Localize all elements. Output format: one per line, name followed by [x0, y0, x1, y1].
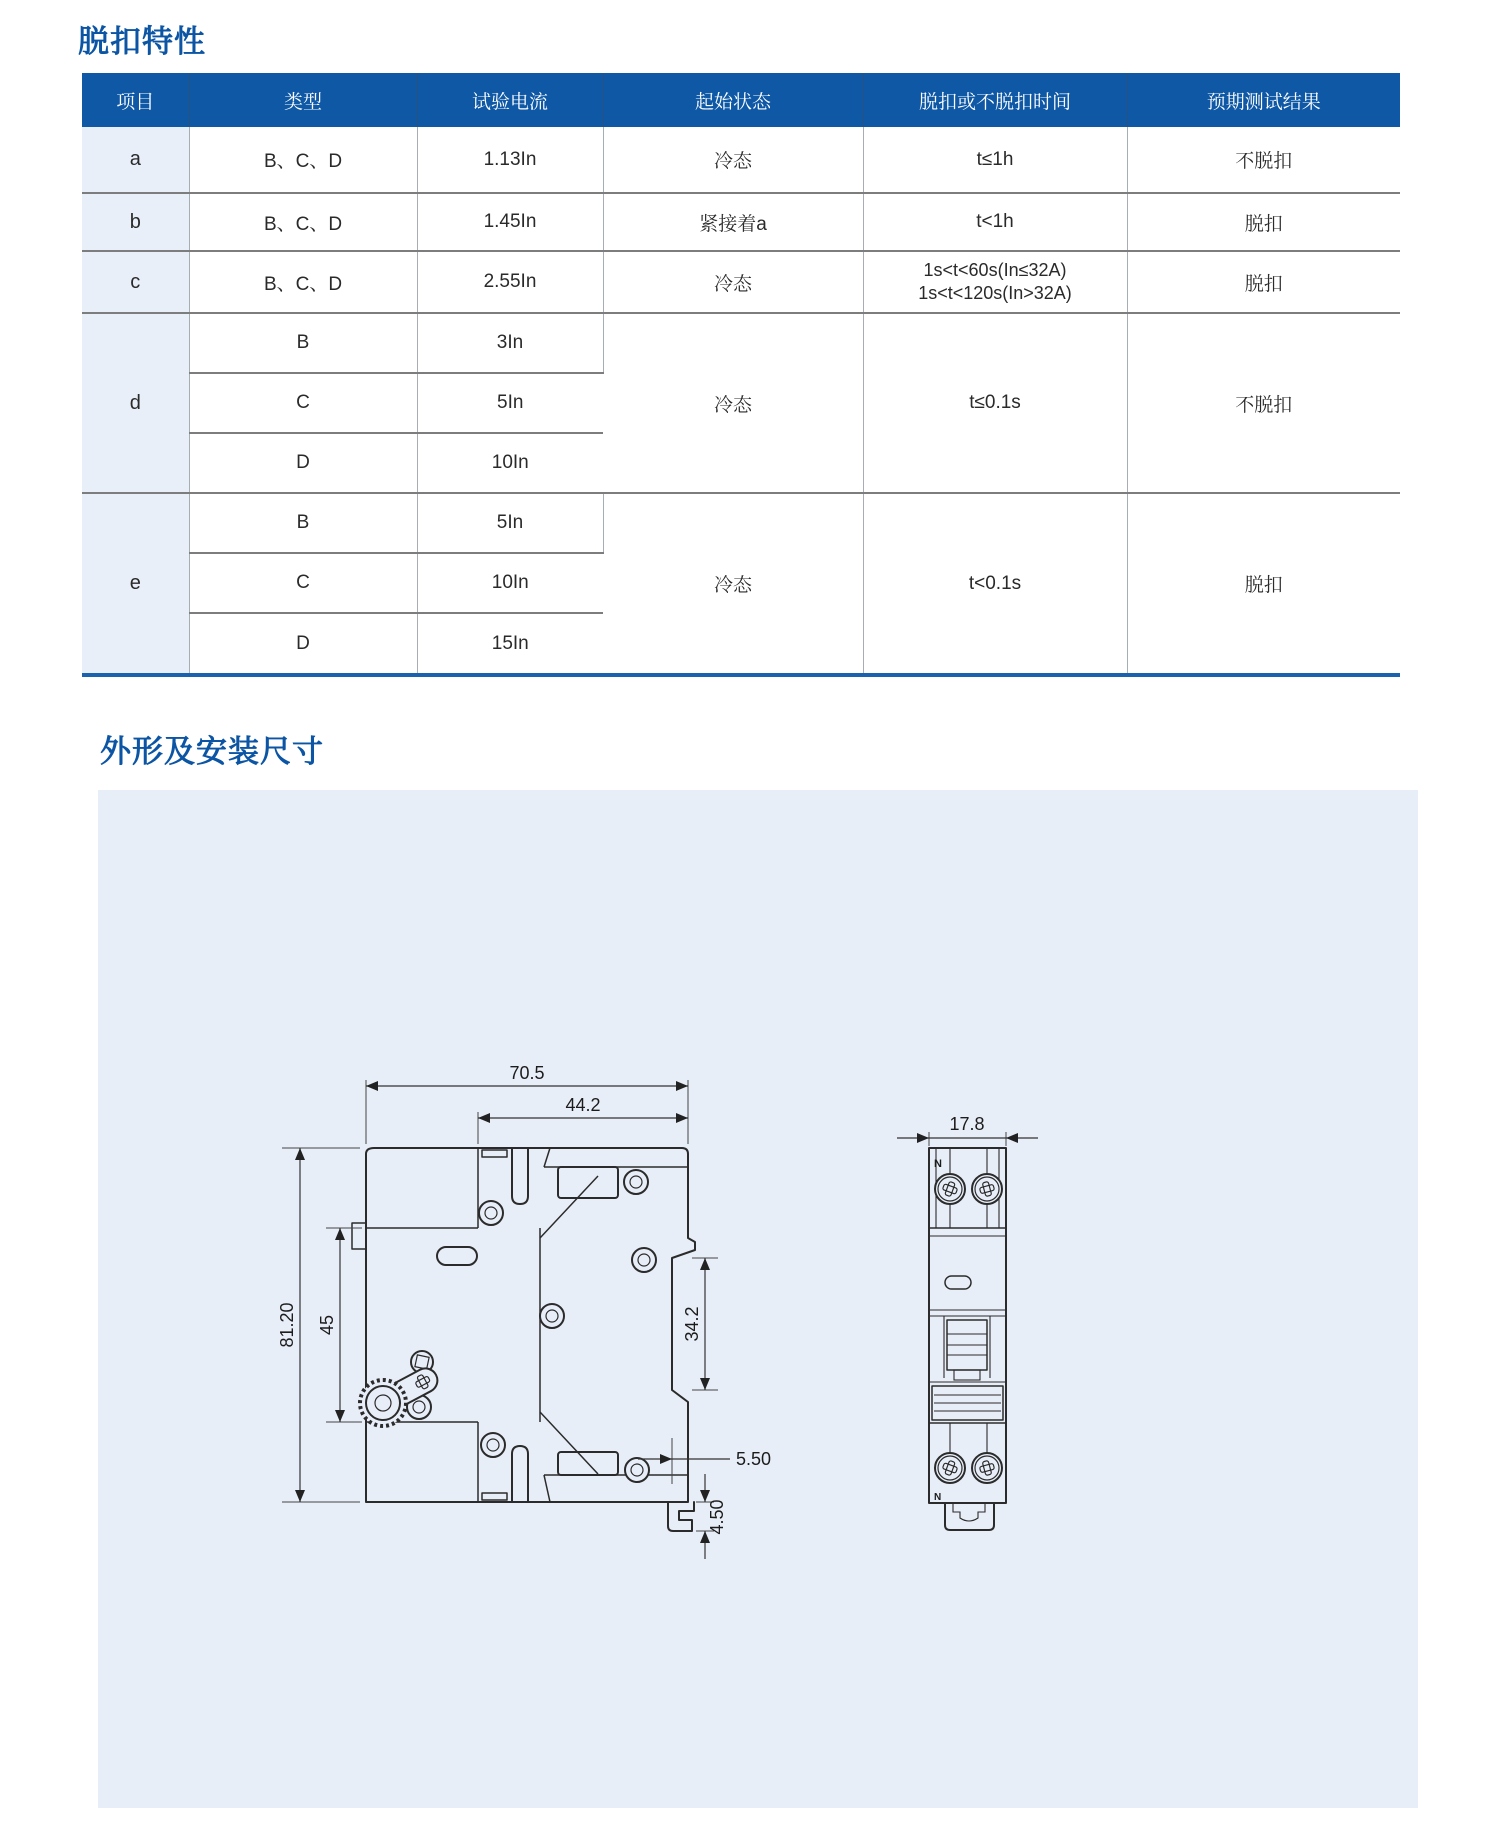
phillips-screw-icon: [935, 1453, 965, 1483]
dimension-17-8: [897, 1114, 1038, 1146]
column-header: 类型: [189, 73, 417, 127]
table-cell: t≤0.1s: [863, 313, 1127, 493]
table-cell: 5In: [417, 373, 603, 433]
screw-icon: [540, 1304, 564, 1328]
dimension-label: 70.5: [509, 1063, 545, 1083]
screw-icon: [624, 1170, 648, 1194]
item-cell: c: [82, 251, 189, 313]
table-cell: 1.13In: [417, 127, 603, 193]
terminal-n-label: N: [934, 1492, 942, 1503]
dimension-label: 81.20: [277, 1302, 297, 1348]
table-cell: t≤1h: [863, 127, 1127, 193]
header-row: [82, 73, 1400, 127]
pill-slot: [437, 1247, 477, 1265]
table-row: [82, 493, 1400, 553]
table-cell: 不脱扣: [1127, 313, 1400, 493]
dimension-70-5: [366, 1063, 688, 1144]
table-cell: B、C、D: [189, 251, 417, 313]
column-header: 脱扣或不脱扣时间: [863, 73, 1127, 127]
screw-icon: [479, 1201, 503, 1225]
dimension-label: 17.8: [949, 1114, 985, 1134]
table-cell: B: [189, 493, 417, 553]
column-header: 试验电流: [417, 73, 603, 127]
table-cell: 10In: [417, 433, 603, 493]
table-cell: t<0.1s: [863, 493, 1127, 673]
trip-characteristics-table: [82, 73, 1400, 673]
table-cell: 10In: [417, 553, 603, 613]
dimension-45: [317, 1228, 362, 1422]
dimension-drawing: [98, 790, 1418, 1808]
phillips-screw-icon: [972, 1174, 1002, 1204]
table-cell: B、C、D: [189, 127, 417, 193]
table-row: [82, 313, 1400, 373]
dimension-label: 4.50: [707, 1499, 727, 1535]
dimension-label: 34.2: [682, 1306, 702, 1342]
page-title-dimensions: 外形及安装尺寸: [100, 734, 324, 769]
terminal-n-label: N: [934, 1158, 942, 1170]
table-cell: 1.45In: [417, 193, 603, 251]
lever-gear-icon: [360, 1364, 442, 1426]
screw-icon: [632, 1248, 656, 1272]
table-cell: 3In: [417, 313, 603, 373]
table-cell: D: [189, 433, 417, 493]
table-cell: 冷态: [603, 251, 863, 313]
trip-time-line1: 1s<t<60s(In≤32A): [923, 259, 1067, 280]
table-cell: B: [189, 313, 417, 373]
table-cell: 脱扣: [1127, 193, 1400, 251]
phillips-screw-icon: [935, 1174, 965, 1204]
table-cell: 紧接着a: [603, 193, 863, 251]
screw-icon: [481, 1433, 505, 1457]
table-cell: 2.55In: [417, 251, 603, 313]
table-cell: 15In: [417, 613, 603, 673]
table-cell: 冷态: [603, 127, 863, 193]
table-cell: 脱扣: [1127, 251, 1400, 313]
column-header: 项目: [82, 73, 189, 127]
table-row: [82, 127, 1400, 193]
item-cell: e: [82, 493, 189, 673]
item-cell: d: [82, 313, 189, 493]
item-cell: a: [82, 127, 189, 193]
table-row: [82, 251, 1400, 313]
table-cell: B、C、D: [189, 193, 417, 251]
indicator-window: [945, 1276, 971, 1289]
table-cell: C: [189, 373, 417, 433]
table-cell: 脱扣: [1127, 493, 1400, 673]
trip-characteristics-table-wrap: [82, 73, 1400, 677]
table-cell: C: [189, 553, 417, 613]
dimension-label: 44.2: [565, 1095, 601, 1115]
dimension-44-2: [478, 1095, 688, 1144]
dimension-drawing-panel: [98, 790, 1418, 1808]
item-cell: b: [82, 193, 189, 251]
dimension-34-2: [682, 1258, 718, 1390]
table-row: [82, 193, 1400, 251]
din-clip: [945, 1503, 994, 1530]
table-cell: t<1h: [863, 193, 1127, 251]
side-view-drawing: [277, 1063, 771, 1559]
table-cell: 5In: [417, 493, 603, 553]
page-title-trip-characteristics: 脱扣特性: [78, 24, 206, 59]
table-cell: D: [189, 613, 417, 673]
screw-icon: [625, 1458, 649, 1482]
front-view-drawing: [897, 1114, 1038, 1530]
column-header: 起始状态: [603, 73, 863, 127]
table-cell: [863, 251, 1127, 313]
table-cell: 冷态: [603, 313, 863, 493]
dimension-label: 5.50: [736, 1449, 772, 1469]
din-clip: [668, 1502, 694, 1531]
table-cell: 不脱扣: [1127, 127, 1400, 193]
dimension-label: 45: [317, 1314, 337, 1336]
dimension-4-50: [696, 1474, 727, 1559]
trip-time-line2: 1s<t<120s(In>32A): [918, 283, 1072, 303]
table-cell: 冷态: [603, 493, 863, 673]
phillips-screw-icon: [972, 1453, 1002, 1483]
column-header: 预期测试结果: [1127, 73, 1400, 127]
